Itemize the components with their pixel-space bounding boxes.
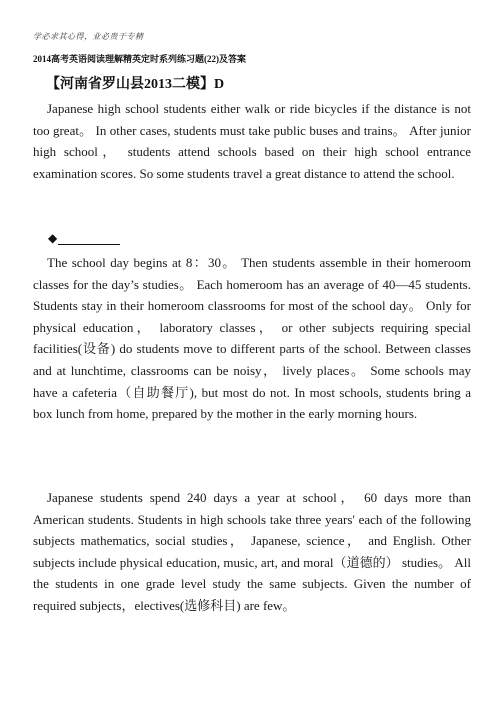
section-heading: 【河南省罗山县2013二模】D <box>46 77 225 92</box>
header-motto: 学必求其心得，业必贵于专精 <box>33 32 144 41</box>
passage-paragraph-3: Japanese students spend 240 days a year at school， 60 days more than American students. Students in high schools take three years' each of the following subjects mathematics, social studies， Japanese, science， and English. Other subjects include physical education, music, art, and moral（道德的） studies。 All the students in one grade level study the same subjects. Given the number of required subjects，electives(选修科目) are few。 <box>33 490 471 613</box>
question-blank-row <box>48 229 120 245</box>
passage-paragraph-1: Japanese high school students either walk or ride bicycles if the distance is not too great。 In other cases, students must take public buses and trains。 After junior high school， students attend schools based on their high school entrance examination scores. So some students travel a great distance to attend the school. <box>33 101 471 181</box>
document-title: 2014高考英语阅读理解精英定时系列练习题(22)及答案 <box>33 54 246 64</box>
answer-blank-line <box>58 232 120 245</box>
diamond-bullet-icon: ◆ <box>48 231 58 245</box>
passage-paragraph-2: The school day begins at 8：30。 Then students assemble in their homeroom classes for the day’s studies。 Each homeroom has an average of 40—45 students. Students stay in their homeroom classrooms for most of the school day。 Only for physical education， laboratory classes， or other subjects requiring special facilities(设备) do students move to different parts of the school. Between classes and at lunchtime, classrooms can be noisy， lively places。 Some schools may have a cafeteria（自助餐厅), but most do not. In most schools, students bring a box lunch from home, prepared by the mother in the early morning hours. <box>33 255 471 422</box>
